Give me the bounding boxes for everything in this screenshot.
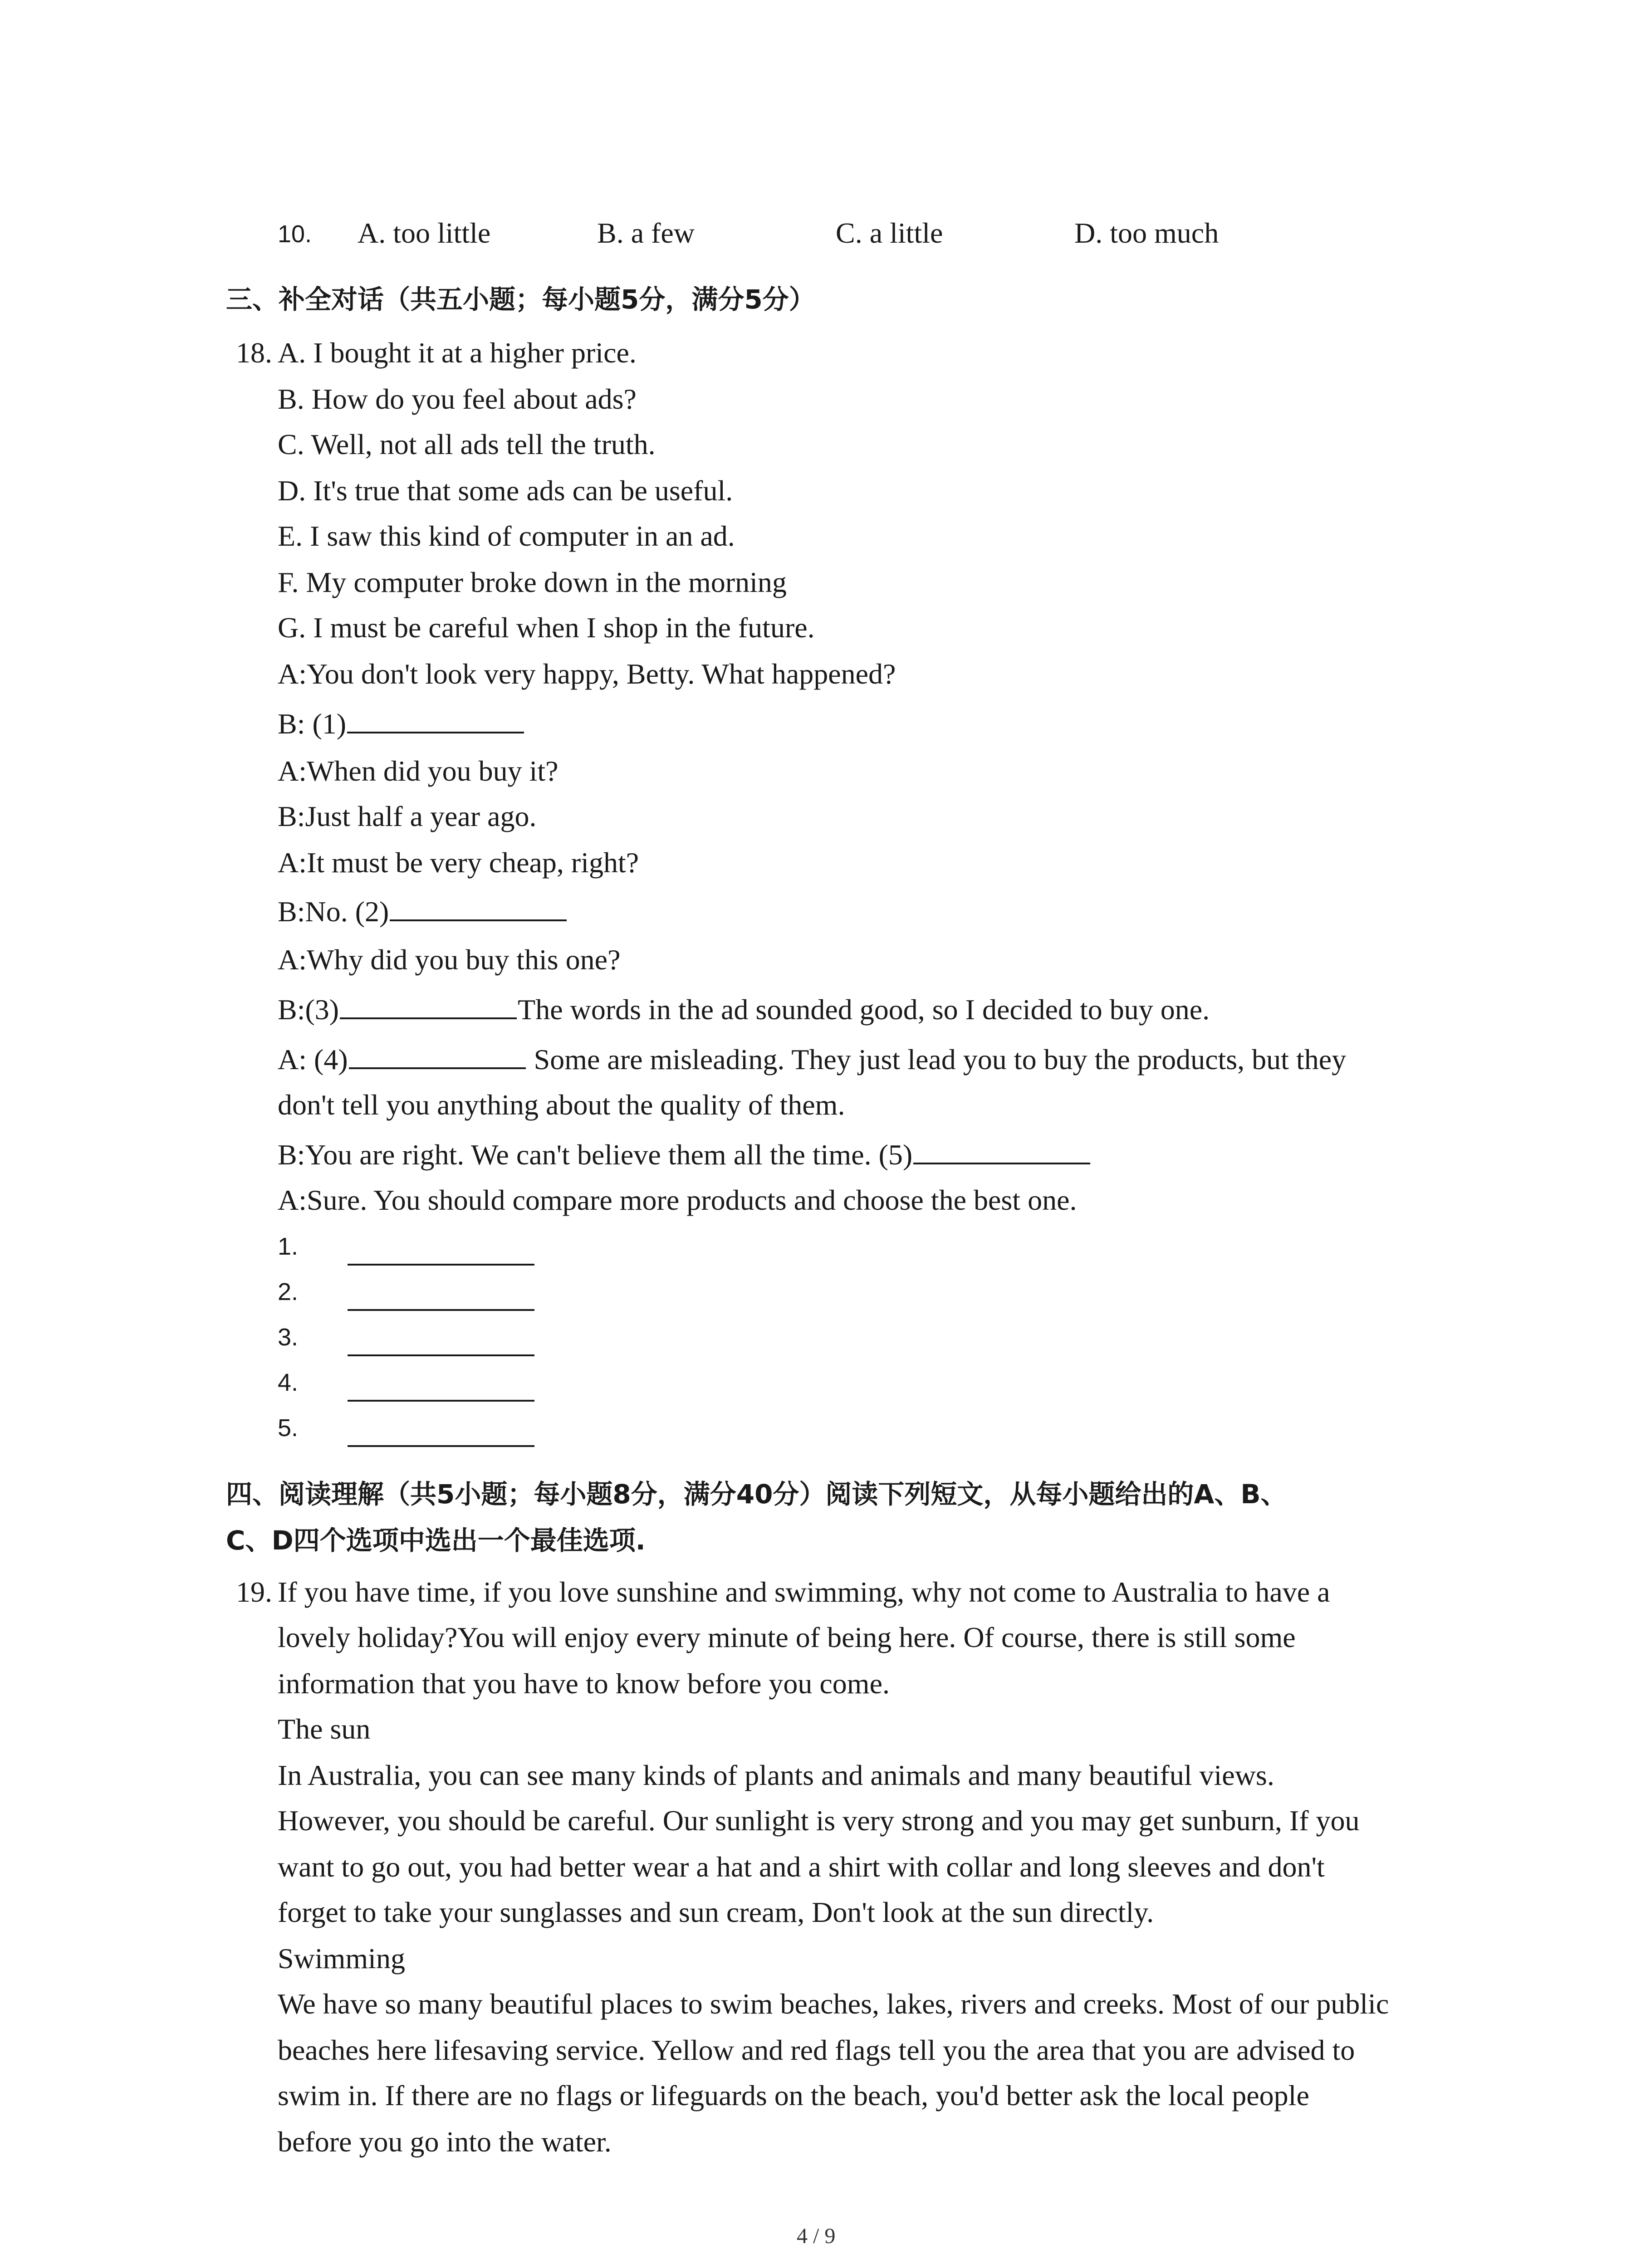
dialogue-text: B: (1) bbox=[278, 708, 347, 740]
answer-line[interactable] bbox=[348, 1264, 534, 1266]
page-number: 4 / 9 bbox=[797, 2224, 836, 2248]
passage-subheading: Swimming bbox=[278, 1942, 405, 1975]
dialogue-text: A: (4) bbox=[278, 1043, 348, 1075]
passage-line: before you go into the water. bbox=[278, 2126, 612, 2158]
dialogue-line bbox=[278, 894, 568, 930]
dialogue-text: The words in the ad sounded good, so I decided to buy one. bbox=[518, 993, 1210, 1026]
section-heading: 三、补全对话（共五小题；每小题5分，满分5分） bbox=[226, 284, 815, 315]
answer-line[interactable] bbox=[348, 1309, 534, 1311]
question-number: 19. bbox=[236, 1576, 272, 1608]
passage-subheading: The sun bbox=[278, 1713, 371, 1745]
dialogue-line bbox=[278, 706, 525, 742]
section-heading: C、D四个选项中选出一个最佳选项. bbox=[226, 1525, 646, 1556]
answer-number: 1. bbox=[278, 1233, 299, 1260]
passage-line: beaches here lifesaving service. Yellow and red flags tell you the area that you are advised to bbox=[278, 2034, 1355, 2066]
option-a: A. too little bbox=[358, 217, 491, 249]
passage-line: want to go out, you had better wear a hat and a shirt with collar and long sleeves and don't bbox=[278, 1851, 1325, 1883]
answer-blank[interactable] bbox=[349, 1042, 526, 1069]
option-b: B. a few bbox=[597, 217, 695, 249]
choice-option: D. It's true that some ads can be useful. bbox=[278, 474, 733, 507]
answer-blank[interactable] bbox=[390, 894, 567, 921]
dialogue-line: A:You don't look very happy, Betty. What happened? bbox=[278, 658, 896, 690]
question-number: 18. bbox=[236, 337, 272, 369]
dialogue-text: Some are misleading. They just lead you to buy the products, but they bbox=[526, 1043, 1347, 1075]
passage-line: If you have time, if you love sunshine and swimming, why not come to Australia to have a bbox=[278, 1576, 1330, 1608]
passage-line: lovely holiday?You will enjoy every minute of being here. Of course, there is still some bbox=[278, 1621, 1296, 1653]
question-number: 10. bbox=[278, 220, 312, 248]
option-c: C. a little bbox=[836, 217, 943, 249]
answer-line[interactable] bbox=[348, 1445, 534, 1447]
option-d: D. too much bbox=[1074, 217, 1219, 249]
dialogue-line: A:It must be very cheap, right? bbox=[278, 846, 639, 879]
choice-option: F. My computer broke down in the morning bbox=[278, 566, 787, 598]
choice-option: A. I bought it at a higher price. bbox=[278, 337, 637, 369]
answer-number: 4. bbox=[278, 1369, 299, 1396]
answer-blank[interactable] bbox=[340, 992, 517, 1019]
dialogue-text: B:(3) bbox=[278, 993, 339, 1026]
dialogue-line: B:Just half a year ago. bbox=[278, 800, 537, 832]
answer-number: 2. bbox=[278, 1278, 299, 1305]
passage-line: However, you should be careful. Our sunlight is very strong and you may get sunburn, If you bbox=[278, 1804, 1360, 1837]
answer-blank[interactable] bbox=[913, 1137, 1090, 1164]
dialogue-line: don't tell you anything about the quality of them. bbox=[278, 1089, 845, 1121]
answer-line[interactable] bbox=[348, 1400, 534, 1402]
choice-option: G. I must be careful when I shop in the future. bbox=[278, 611, 815, 644]
answer-line[interactable] bbox=[348, 1354, 534, 1356]
dialogue-text: B:No. (2) bbox=[278, 895, 389, 928]
dialogue-line bbox=[278, 1041, 1346, 1078]
dialogue-text: B:You are right. We can't believe them all the time. (5) bbox=[278, 1139, 913, 1171]
dialogue-line: A:When did you buy it? bbox=[278, 755, 558, 787]
answer-blank[interactable] bbox=[347, 706, 524, 733]
passage-line: forget to take your sunglasses and sun cream, Don't look at the sun directly. bbox=[278, 1896, 1154, 1928]
answer-number: 5. bbox=[278, 1414, 299, 1442]
dialogue-line: A:Why did you buy this one? bbox=[278, 943, 621, 976]
passage-line: We have so many beautiful places to swim beaches, lakes, rivers and creeks. Most of our public bbox=[278, 1988, 1389, 2020]
choice-option: E. I saw this kind of computer in an ad. bbox=[278, 520, 735, 552]
dialogue-line: A:Sure. You should compare more products and choose the best one. bbox=[278, 1184, 1077, 1216]
passage-line: In Australia, you can see many kinds of plants and animals and many beautiful views. bbox=[278, 1759, 1274, 1791]
section-heading: 四、阅读理解（共5小题；每小题8分，满分40分）阅读下列短文，从每小题给出的A、B、 bbox=[226, 1479, 1287, 1510]
passage-line: information that you have to know before you come. bbox=[278, 1667, 890, 1700]
dialogue-line bbox=[278, 992, 1210, 1028]
choice-option: B. How do you feel about ads? bbox=[278, 383, 637, 415]
answer-number: 3. bbox=[278, 1324, 299, 1351]
choice-option: C. Well, not all ads tell the truth. bbox=[278, 428, 656, 460]
passage-line: swim in. If there are no flags or lifeguards on the beach, you'd better ask the local people bbox=[278, 2079, 1309, 2112]
dialogue-line bbox=[278, 1137, 1091, 1173]
